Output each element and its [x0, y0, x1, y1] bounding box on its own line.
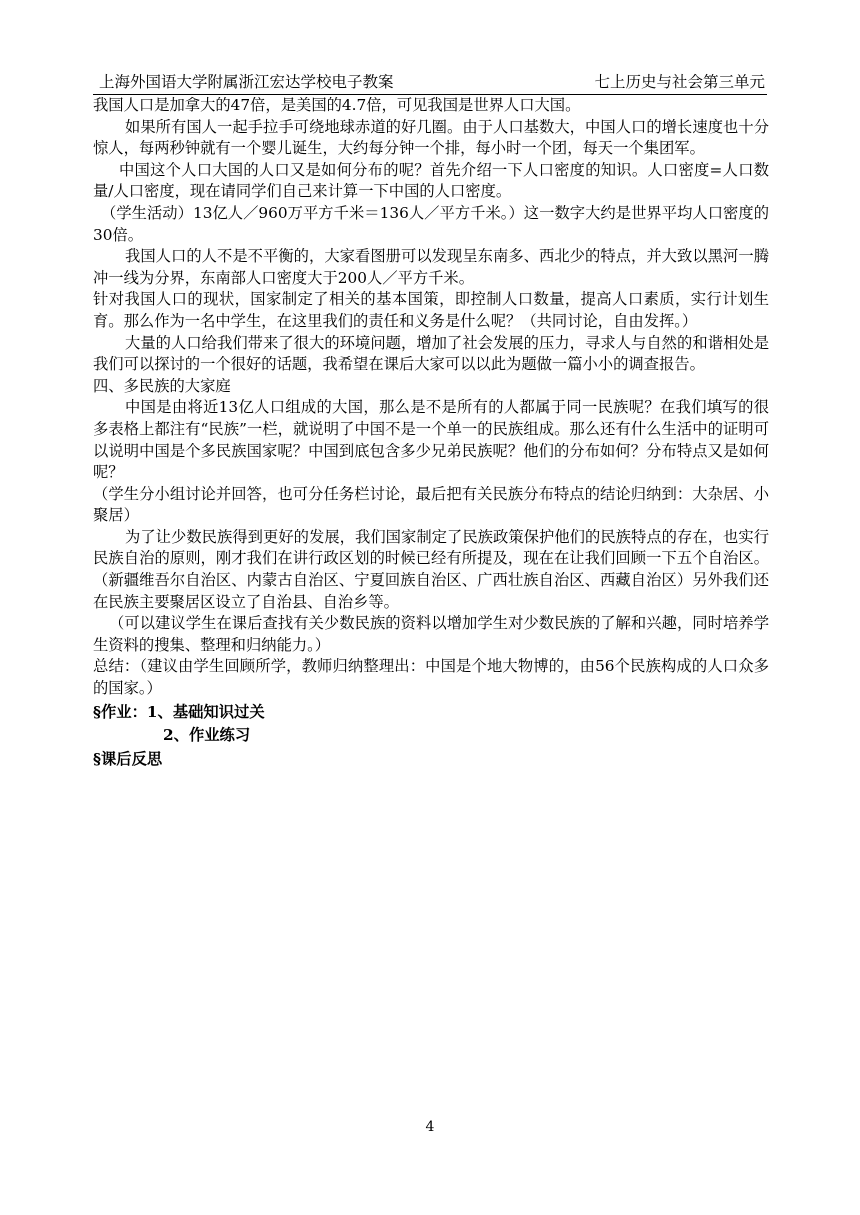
- homework-title: §作业：1、基础知识过关: [93, 702, 265, 721]
- paragraph: 中国是由将近13亿人口组成的大国，那么是不是所有的人都属于同一民族呢？在我们填写的很多表格上都注有“民族”一栏，就说明了中国不是一个单一的民族组成。那么还有什么生活中的证明可以说明中国是个多民族国家呢？中国到底包含多少兄弟民族呢？他们的分布如何？分布特点又是如何呢？: [93, 398, 769, 482]
- paragraph: 为了让少数民族得到更好的发展，我们国家制定了民族政策保护他们的民族特点的存在，也实行民族自治的原则，刚才我们在讲行政区划的时候已经有所提及，现在在让我们回顾一下五个自治区。（新疆维吾尔自治区、内蒙古自治区、宁夏回族自治区、广西壮族自治区、西藏自治区）另外我们还在民族主要聚居区设立了自治县、自治乡等。: [93, 527, 769, 611]
- paragraph: 我国人口是加拿大的47倍，是美国的4.7倍，可见我国是世界人口大国。: [93, 96, 581, 114]
- paragraph: 我国人口的人不是不平衡的，大家看图册可以发现呈东南多、西北少的特点，并大致以黑河一腾冲一线为分界，东南部人口密度大于200人／平方千米。: [93, 247, 769, 287]
- header-course-title: 七上历史与社会第三单元: [594, 73, 765, 91]
- paragraph: （学生活动）13亿人／960万平方千米＝136人／平方千米。）这一数字大约是世界平均人口密度的30倍。: [93, 203, 769, 244]
- reflection-title: §课后反思: [93, 749, 163, 768]
- paragraph: 如果所有国人一起手拉手可绕地球赤道的好几圈。由于人口基数大，中国人口的增长速度也十分惊人，每两秒钟就有一个婴儿诞生，大约每分钟一个排，每小时一个团，每天一个集团军。: [93, 117, 769, 158]
- section-heading: 四、多民族的大家庭: [93, 376, 231, 395]
- paragraph: 中国这个人口大国的人口又是如何分布的呢？首先介绍一下人口密度的知识。人口密度=人口数量/人口密度，现在请同学们自己来计算一下中国的人口密度。: [93, 160, 769, 201]
- page-number: 4: [425, 1119, 435, 1135]
- paragraph: 大量的人口给我们带来了很大的环境问题，增加了社会发展的压力，寻求人与自然的和谐相处是我们可以探讨的一个很好的话题，我希望在课后大家可以以此为题做一篇小小的调查报告。: [93, 333, 769, 374]
- document-body: [93, 95, 769, 770]
- paragraph: （学生分小组讨论并回答，也可分任务栏讨论，最后把有关民族分布特点的结论归纳到：大杂居、小聚居）: [93, 484, 769, 525]
- homework-item: 2、作业练习: [163, 726, 251, 745]
- paragraph: 针对我国人口的现状，国家制定了相关的基本国策，即控制人口数量，提高人口素质，实行计划生育。那么作为一名中学生，在这里我们的责任和义务是什么呢？（共同讨论，自由发挥。）: [93, 290, 769, 330]
- header-school-title: 上海外国语大学附属浙江宏达学校电子教案: [99, 73, 394, 91]
- paragraph: （可以建议学生在课后查找有关少数民族的资料以增加学生对少数民族的了解和兴趣，同时培养学生资料的搜集、整理和归纳能力。）: [93, 614, 769, 654]
- page-header: [93, 70, 767, 95]
- summary-paragraph: 总结：（建议由学生回顾所学，教师归纳整理出：中国是个地大物博的，由56个民族构成的人口众多的国家。）: [93, 657, 769, 698]
